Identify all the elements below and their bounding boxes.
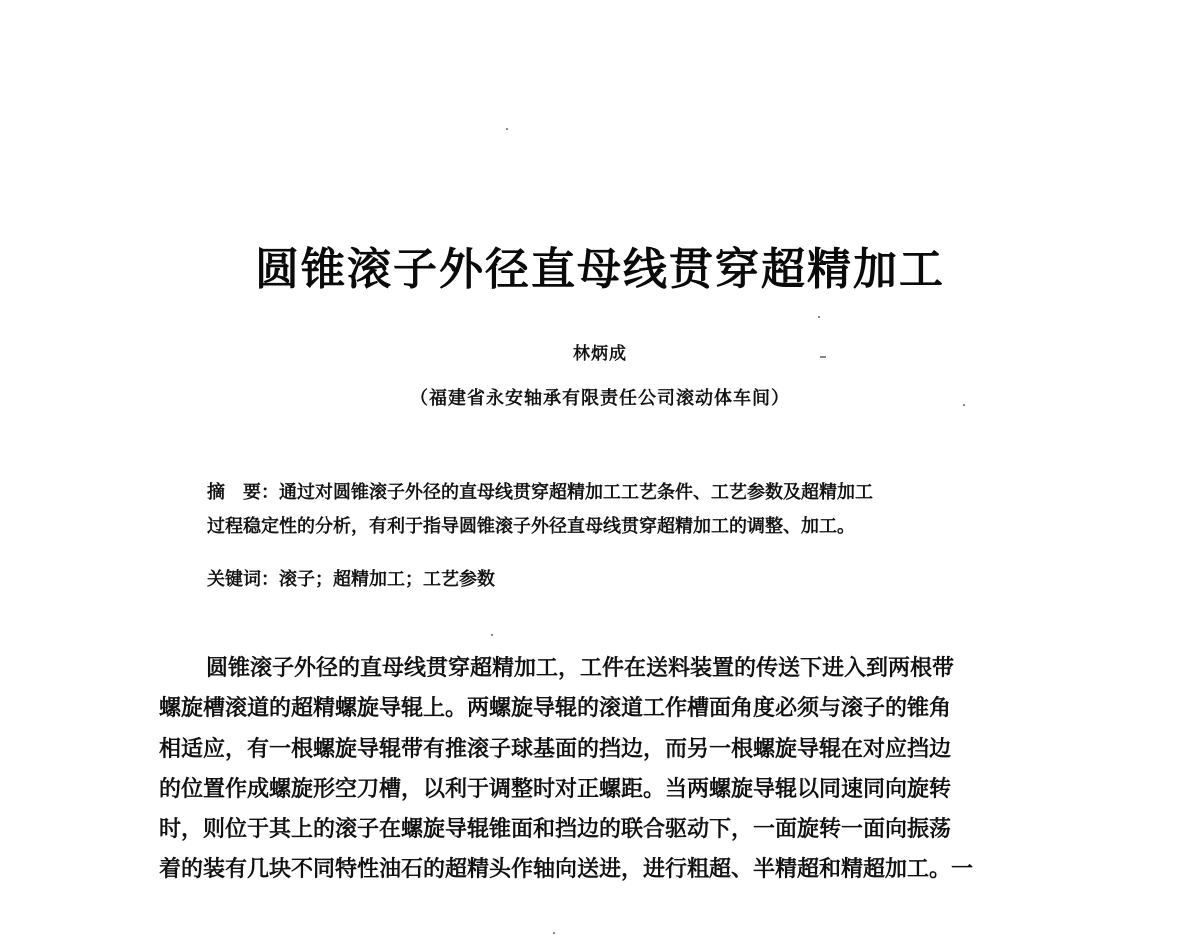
scan-speck (491, 634, 493, 636)
author-name: 林炳成 (573, 344, 627, 364)
scan-speck (818, 316, 820, 318)
scan-speck (963, 404, 965, 406)
body-line-3: 相适应，有一根螺旋导辊带有推滚子球基面的挡边，而另一根螺旋导辊在对应挡边 (159, 735, 952, 762)
body-line-4: 的位置作成螺旋形空刀槽，以利于调整时对正螺距。当两螺旋导辊以同速同向旋转 (159, 775, 952, 802)
body-line-5: 时，则位于其上的滚子在螺旋导辊锥面和挡边的联合驱动下，一面旋转一面向振荡 (159, 816, 952, 843)
body-line-2: 螺旋槽滚道的超精螺旋导辊上。两螺旋导辊的滚道工作槽面角度必须与滚子的锥角 (159, 695, 952, 722)
paper-title: 圆锥滚子外径直母线贯穿超精加工 (255, 244, 945, 295)
author-affiliation: （福建省永安轴承有限责任公司滚动体车间） (410, 388, 790, 409)
abstract-text-1: 通过对圆锥滚子外径的直母线贯穿超精加工工艺条件、工艺参数及超精加工 (279, 482, 873, 503)
abstract-label: 摘 要： (207, 482, 279, 503)
body-line-1: 圆锥滚子外径的直母线贯穿超精加工，工件在送料装置的传送下进入到两根带 (206, 655, 955, 681)
scan-speck (820, 356, 826, 358)
scan-speck (553, 932, 555, 934)
keywords-block (207, 565, 495, 595)
keywords-text: 滚子；超精加工；工艺参数 (279, 569, 495, 590)
body-line-6: 着的装有几块不同特性油石的超精头作轴向送进，进行粗超、半精超和精超加工。一 (159, 856, 974, 883)
abstract-line-1 (207, 476, 1007, 510)
body-paragraph (159, 648, 1059, 890)
keywords-label: 关键词： (207, 569, 279, 590)
scan-speck (506, 128, 508, 130)
abstract-line-2: 过程稳定性的分析，有利于指导圆锥滚子外径直母线贯穿超精加工的调整、加工。 (207, 516, 855, 537)
abstract-block (207, 476, 1007, 544)
